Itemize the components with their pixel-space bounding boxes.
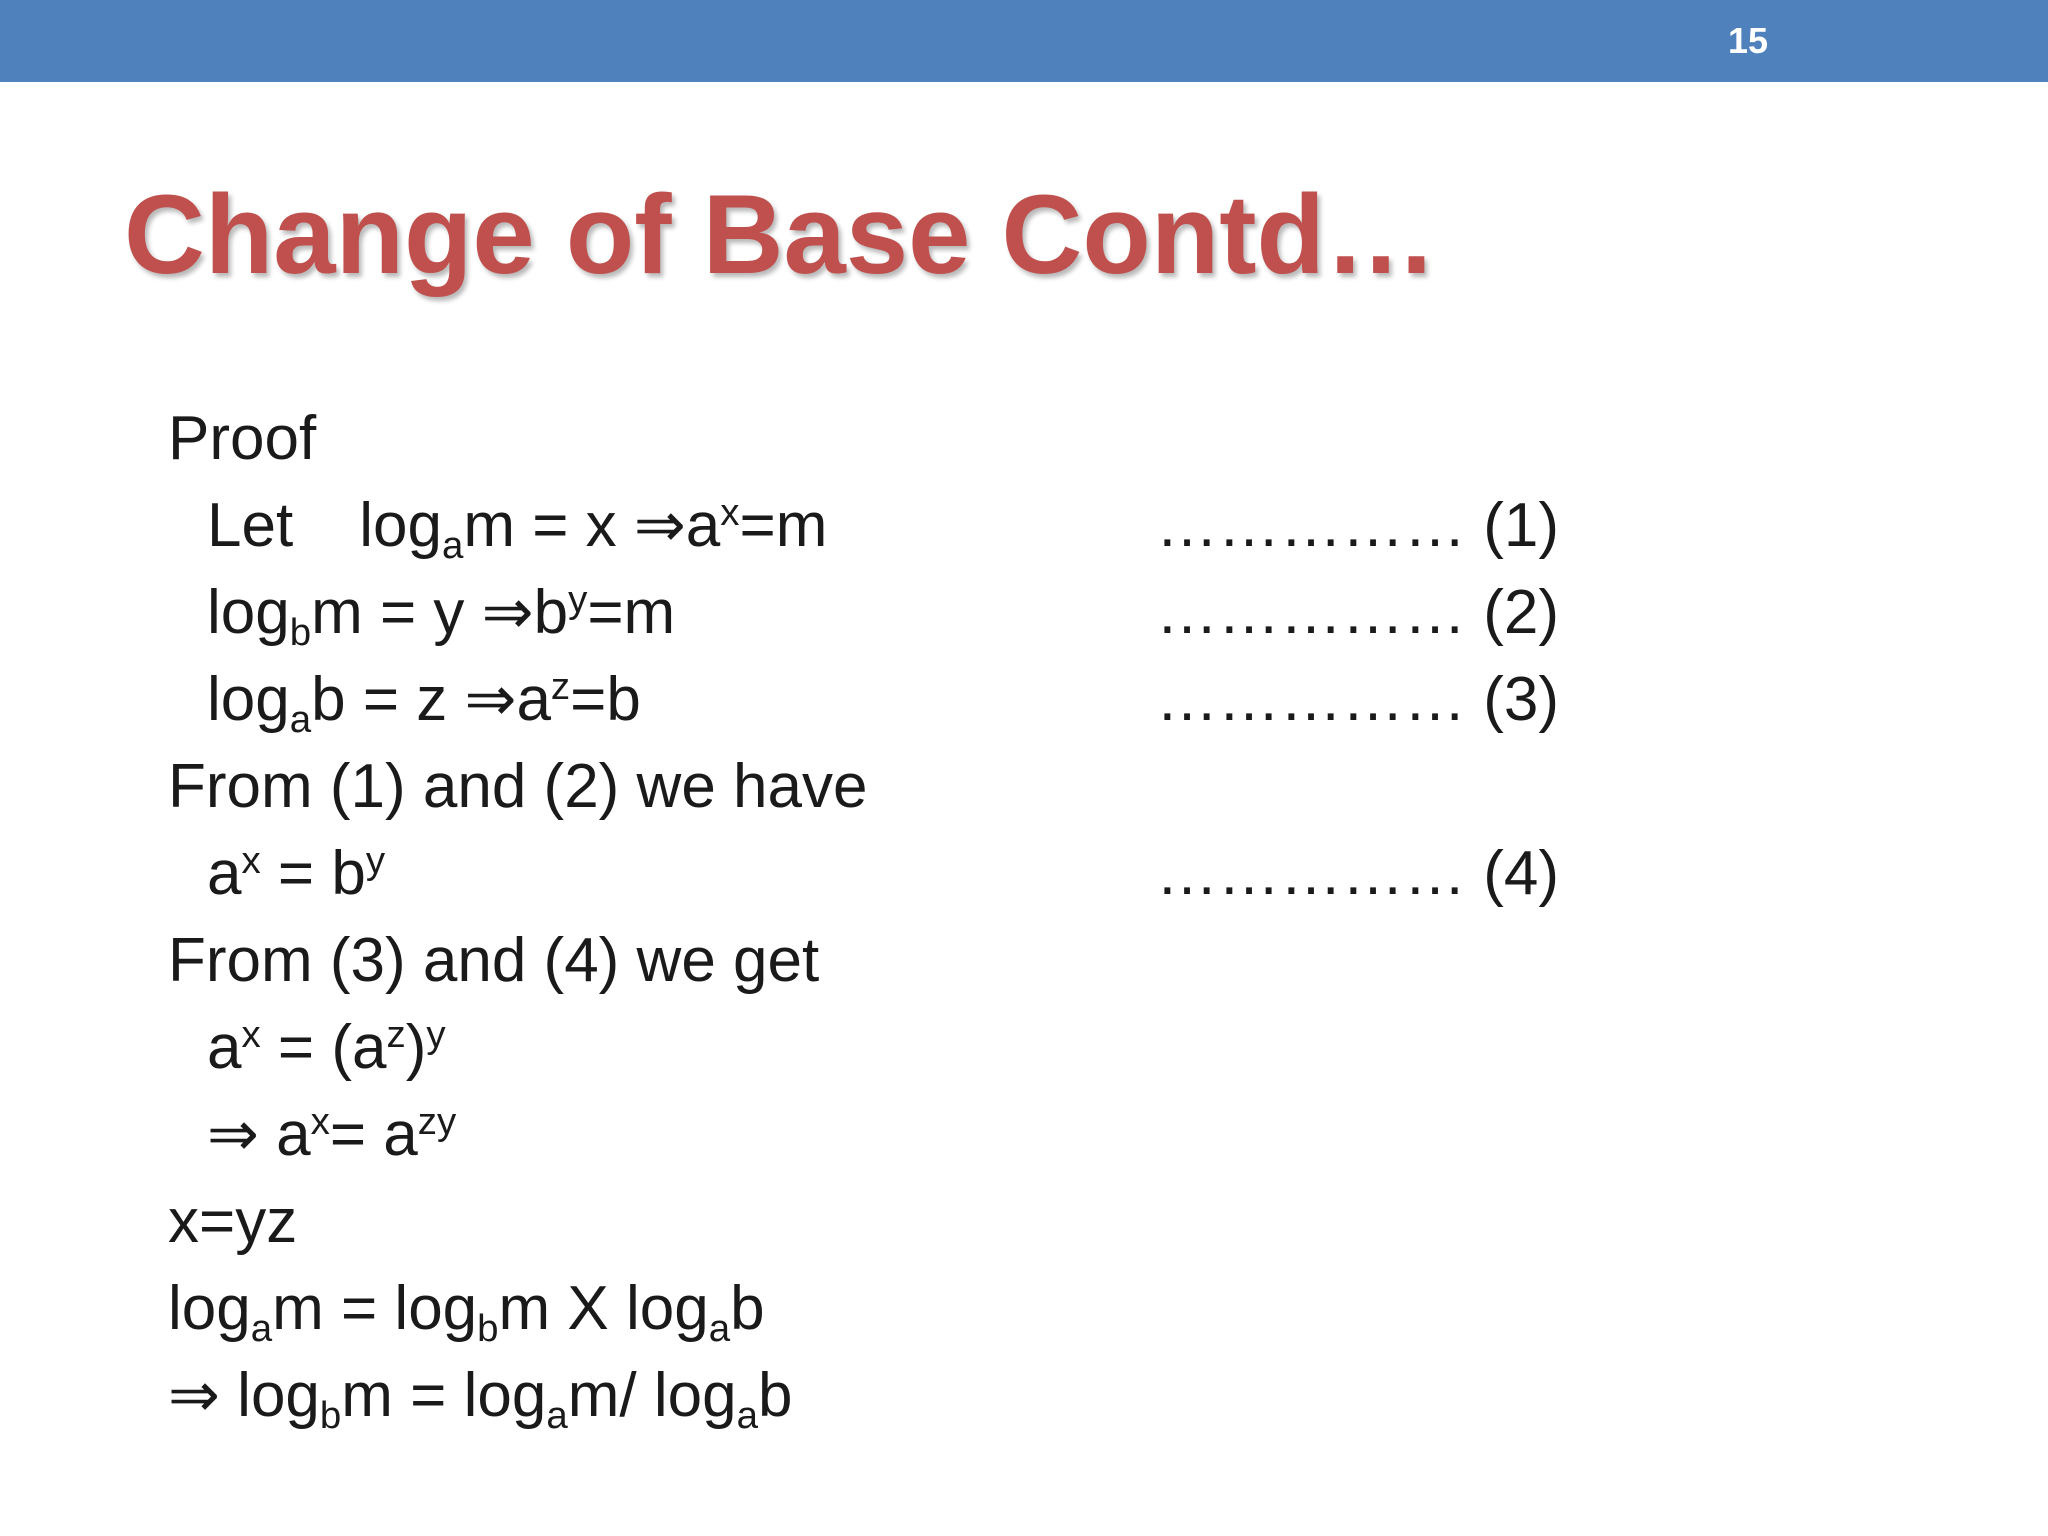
- log-base: a: [250, 1306, 273, 1350]
- equation-text: m = y ⇒b: [311, 578, 569, 647]
- log-base: a: [441, 523, 464, 567]
- equation-ref-2: …………… (2): [1156, 578, 1559, 647]
- from-3-4-text: From (3) and (4) we get: [168, 926, 820, 995]
- equation-text: = (a: [260, 1013, 387, 1082]
- equation-text: b = z ⇒a: [311, 665, 551, 734]
- equation-tail: =b: [570, 665, 641, 734]
- log-text: log: [207, 665, 290, 734]
- slide-number: 15: [1728, 20, 1769, 61]
- proof-heading: Proof: [168, 404, 317, 473]
- proof-line-6: [207, 1099, 457, 1169]
- equation-text: m = x ⇒a: [463, 491, 721, 560]
- exponent: y: [568, 577, 588, 621]
- exponent: x: [720, 490, 740, 534]
- exponent: zy: [417, 1099, 457, 1143]
- base-a: a: [207, 839, 242, 908]
- equation-text: m X log: [498, 1274, 709, 1343]
- implies-text: ⇒ log: [168, 1361, 320, 1430]
- equation-ref-3: …………… (3): [1156, 665, 1559, 734]
- proof-line-9: [168, 1361, 793, 1437]
- log-base: b: [477, 1306, 499, 1350]
- equation-text: m = log: [341, 1361, 547, 1430]
- slide-title: Change of Base Contd…: [124, 172, 1437, 297]
- exponent: z: [386, 1012, 406, 1056]
- equation-tail: =m: [587, 578, 676, 647]
- exponent: x: [310, 1099, 330, 1143]
- exponent: y: [365, 838, 386, 882]
- proof-line-1: [207, 490, 828, 567]
- proof-line-4: [207, 838, 386, 908]
- equation-text: m = log: [272, 1274, 478, 1343]
- log-base: a: [289, 697, 312, 741]
- equation-tail: =m: [739, 491, 828, 560]
- exponent: y: [426, 1012, 446, 1056]
- from-1-2-text: From (1) and (2) we have: [168, 752, 868, 821]
- slide-header-bar: [0, 0, 2048, 82]
- exponent: x: [241, 838, 261, 882]
- proof-line-3: [207, 664, 641, 741]
- equation-text: m/ log: [567, 1361, 737, 1430]
- equation-ref-1: …………… (1): [1156, 491, 1559, 560]
- equation-tail: b: [757, 1361, 793, 1430]
- equation-tail: b: [730, 1274, 765, 1343]
- base-a: a: [207, 1013, 242, 1082]
- log-base: b: [319, 1393, 342, 1437]
- log-base: b: [289, 610, 312, 654]
- proof-line-5: [207, 1012, 446, 1082]
- log-text: log: [207, 578, 290, 647]
- equation-ref-4: …………… (4): [1156, 839, 1559, 908]
- close-paren: ): [405, 1013, 427, 1082]
- proof-line-7: x=yz: [168, 1187, 298, 1256]
- log-base: a: [546, 1393, 568, 1437]
- exponent: x: [241, 1012, 261, 1056]
- let-keyword: Let: [207, 491, 294, 560]
- log-text: log: [168, 1274, 251, 1343]
- log-base: a: [708, 1306, 731, 1350]
- log-base: a: [736, 1393, 758, 1437]
- implies-text: ⇒ a: [207, 1100, 311, 1169]
- equation-text: = a: [329, 1100, 418, 1169]
- equation-text: = b: [260, 839, 366, 908]
- log-text: log: [359, 491, 442, 560]
- exponent: z: [550, 664, 571, 708]
- proof-line-2: [207, 577, 676, 654]
- proof-line-8: [168, 1274, 765, 1350]
